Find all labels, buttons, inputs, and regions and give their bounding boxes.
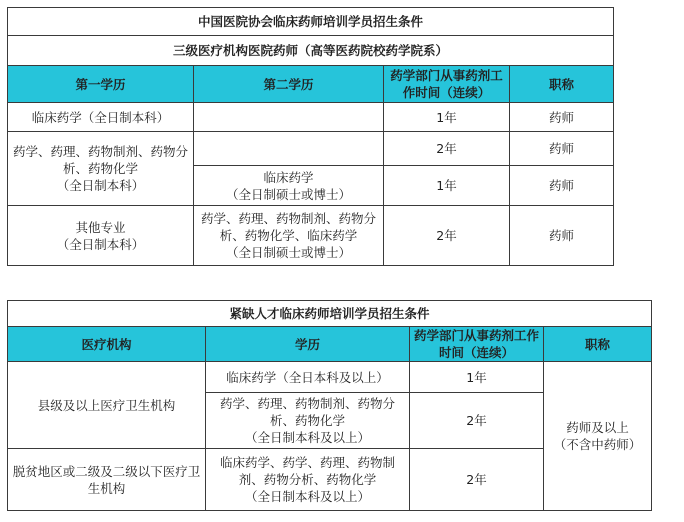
cell-title: 药师 [510,132,614,166]
cell-title: 药师 [510,206,614,266]
cell-title: 药师及以上 （不含中药师） [544,362,652,511]
cell-work-time: 1年 [410,362,544,393]
cell-title: 药师 [510,103,614,132]
header-title: 职称 [544,327,652,362]
table-row [8,103,614,132]
table-title: 紧缺人才临床药师培训学员招生条件 [8,301,652,327]
cell-work-time: 2年 [410,393,544,449]
cell-first-degree: 临床药学（全日制本科） [8,103,194,132]
cell-second-degree [194,103,384,132]
cell-work-time: 2年 [384,206,510,266]
table-pharmacist-admission-tertiary [7,7,614,266]
cell-second-degree: 药学、药理、药物制剂、药物分析、药物化学、临床药学 （全日制硕士或博士） [194,206,384,266]
cell-institution: 脱贫地区或二级及二级以下医疗卫生机构 [8,449,206,511]
cell-title: 药师 [510,166,614,206]
cell-education: 临床药学、药学、药理、药物制剂、药物分析、药物化学 （全日制本科及以上） [206,449,410,511]
table-subtitle: 三级医疗机构医院药师（高等医药院校药学院系） [8,36,614,66]
header-first-degree: 第一学历 [8,66,194,103]
table-title: 中国医院协会临床药师培训学员招生条件 [8,8,614,36]
table-pharmacist-admission-shortage [7,300,652,511]
header-work-time: 药学部门从事药剂工作时间（连续） [384,66,510,103]
cell-second-degree: 临床药学 （全日制硕士或博士） [194,166,384,206]
table-row [8,206,614,266]
cell-education: 药学、药理、药物制剂、药物分析、药物化学 （全日制本科及以上） [206,393,410,449]
cell-first-degree: 药学、药理、药物制剂、药物分析、药物化学 （全日制本科） [8,132,194,206]
cell-work-time: 1年 [384,103,510,132]
cell-work-time: 1年 [384,166,510,206]
cell-institution: 县级及以上医疗卫生机构 [8,362,206,449]
header-second-degree: 第二学历 [194,66,384,103]
cell-work-time: 2年 [410,449,544,511]
table-row [8,132,614,166]
table-row [8,362,652,393]
header-title: 职称 [510,66,614,103]
header-institution: 医疗机构 [8,327,206,362]
cell-work-time: 2年 [384,132,510,166]
cell-education: 临床药学（全日本科及以上） [206,362,410,393]
header-work-time: 药学部门从事药剂工作时间（连续） [410,327,544,362]
cell-second-degree [194,132,384,166]
cell-first-degree: 其他专业 （全日制本科） [8,206,194,266]
header-education: 学历 [206,327,410,362]
